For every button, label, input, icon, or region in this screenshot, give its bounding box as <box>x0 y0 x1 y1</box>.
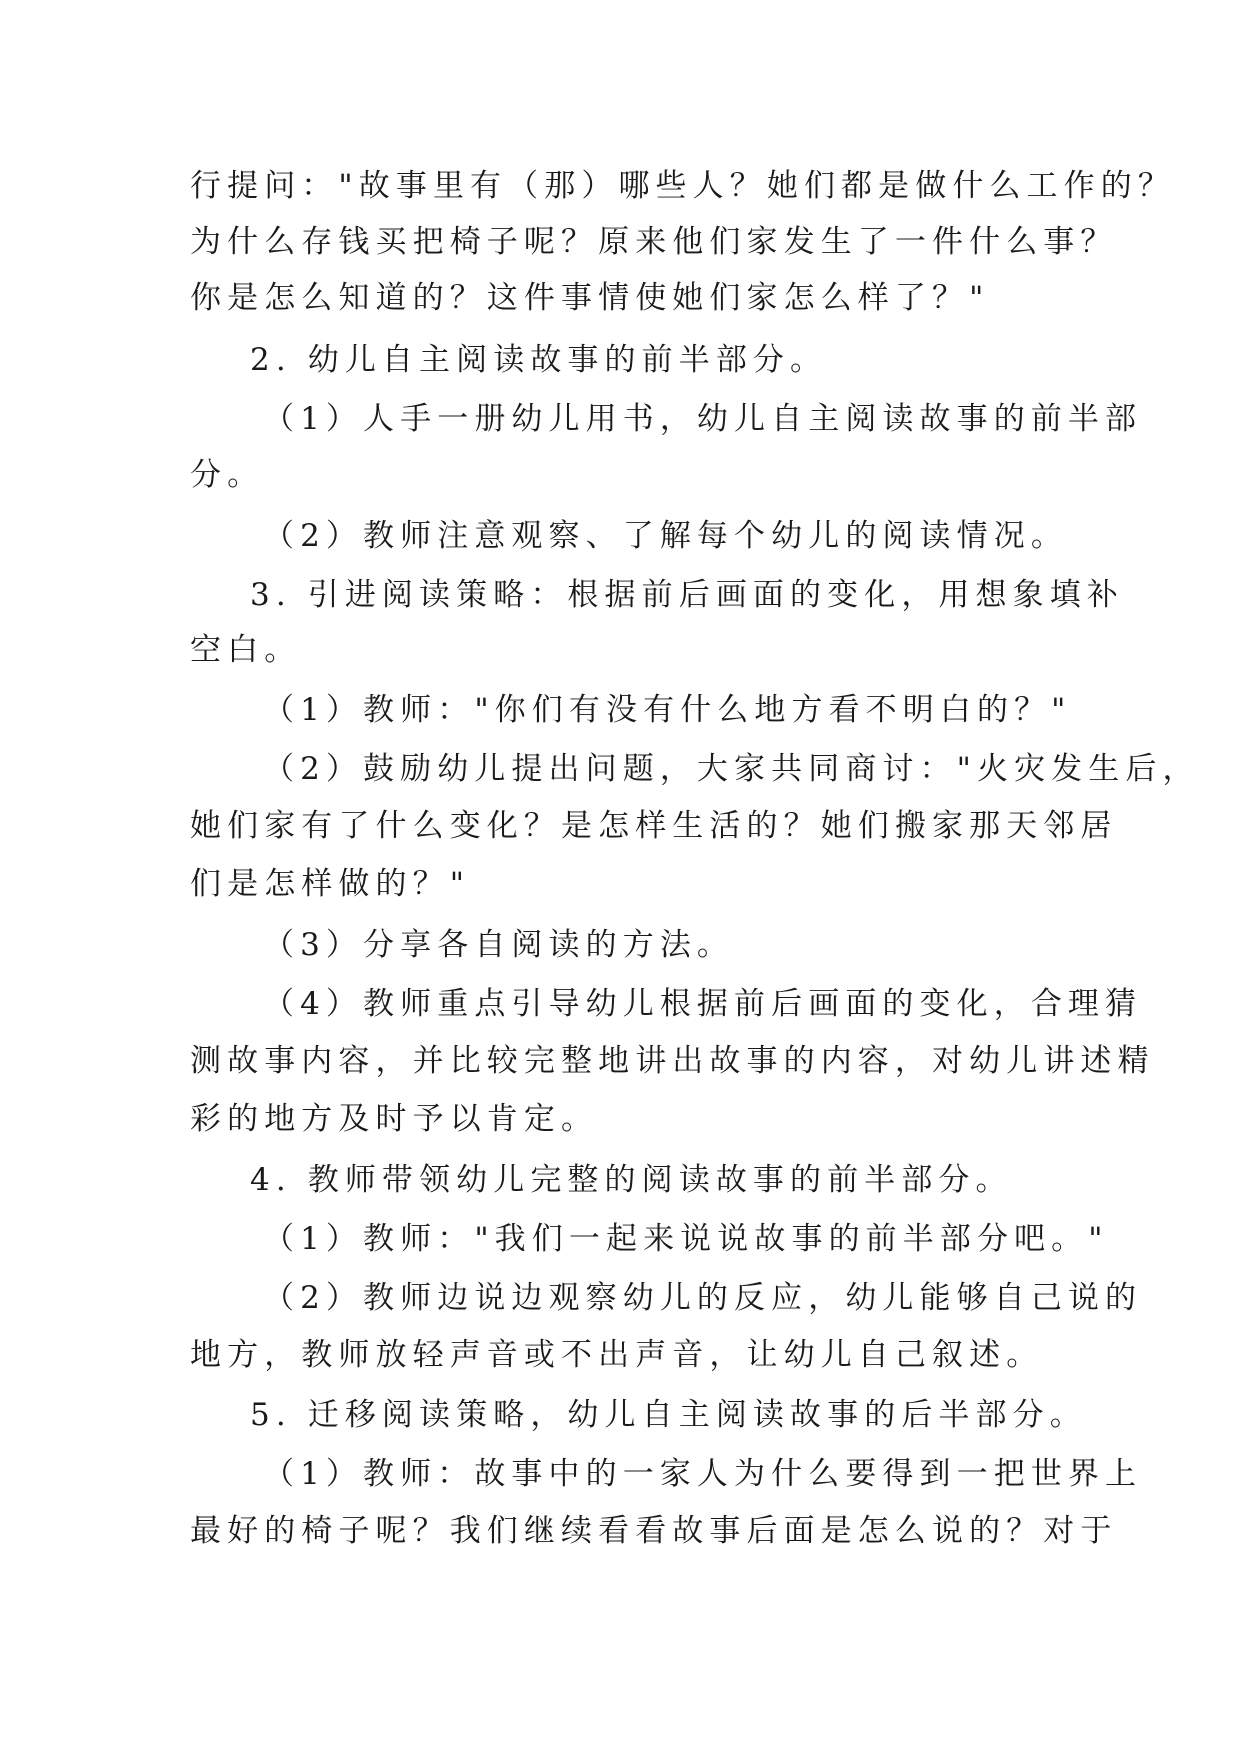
text-line: 最好的椅子呢？我们继续看看故事后面是怎么说的？对于 <box>190 1513 1118 1549</box>
text-line: 测故事内容，并比较完整地讲出故事的内容，对幼儿讲述精 <box>190 1043 1155 1079</box>
text-line: 彩的地方及时予以肯定。 <box>190 1101 599 1137</box>
sub-item: （1）教师："你们有没有什么地方看不明白的？" <box>263 692 1072 728</box>
text-line: 空白。 <box>190 632 302 668</box>
numbered-item: 5. 迁移阅读策略，幼儿自主阅读故事的后半部分。 <box>250 1397 1087 1433</box>
sub-item: （1）人手一册幼儿用书，幼儿自主阅读故事的前半部 <box>263 401 1143 437</box>
text-line: 她们家有了什么变化？是怎样生活的？她们搬家那天邻居 <box>190 808 1118 844</box>
text-line: 你是怎么知道的？这件事情使她们家怎么样了？" <box>190 280 990 316</box>
sub-item: （1）教师：故事中的一家人为什么要得到一把世界上 <box>263 1456 1143 1492</box>
text-line: 行提问："故事里有（那）哪些人？她们都是做什么工作的？ <box>190 168 1175 204</box>
numbered-item: 3. 引进阅读策略：根据前后画面的变化，用想象填补 <box>250 577 1124 613</box>
text-line: 地方，教师放轻声音或不出声音，让幼儿自己叙述。 <box>190 1337 1044 1373</box>
sub-item: （3）分享各自阅读的方法。 <box>263 927 735 963</box>
sub-item: （1）教师："我们一起来说说故事的前半部分吧。" <box>263 1221 1109 1257</box>
text-line: 分。 <box>190 457 265 493</box>
text-line: 们是怎样做的？" <box>190 866 471 902</box>
sub-item: （2）鼓励幼儿提出问题，大家共同商讨："火灾发生后， <box>263 751 1200 787</box>
sub-item: （2）教师边说边观察幼儿的反应，幼儿能够自己说的 <box>263 1280 1143 1316</box>
numbered-item: 2. 幼儿自主阅读故事的前半部分。 <box>250 342 828 378</box>
text-line: 为什么存钱买把椅子呢？原来他们家发生了一件什么事？ <box>190 224 1118 260</box>
sub-item: （2）教师注意观察、了解每个幼儿的阅读情况。 <box>263 518 1068 554</box>
numbered-item: 4. 教师带领幼儿完整的阅读故事的前半部分。 <box>250 1162 1013 1198</box>
sub-item: （4）教师重点引导幼儿根据前后画面的变化，合理猜 <box>263 986 1143 1022</box>
